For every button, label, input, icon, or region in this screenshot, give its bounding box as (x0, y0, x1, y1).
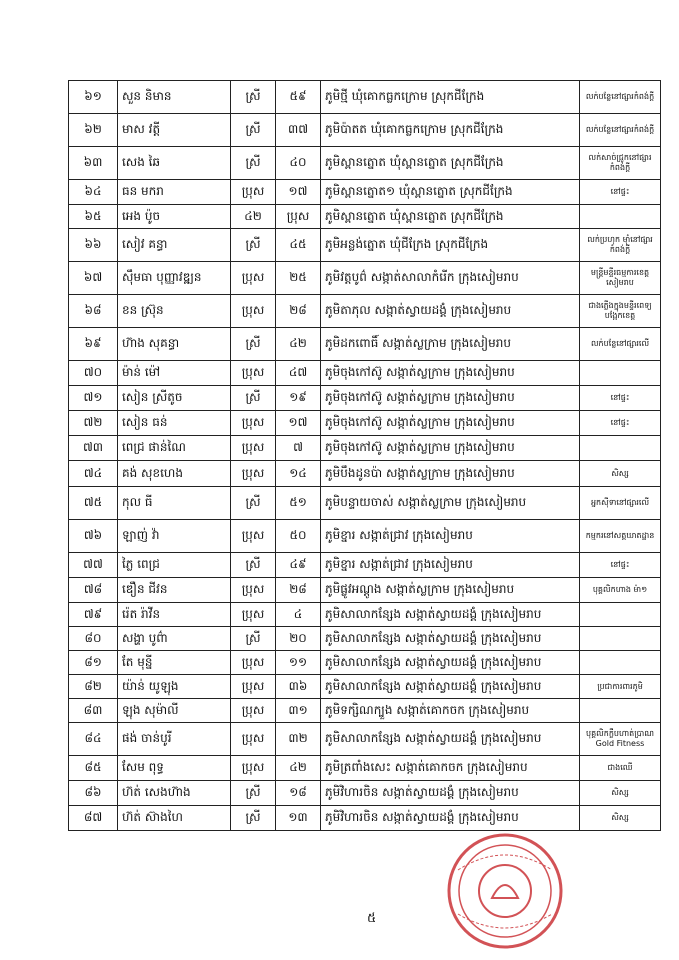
occupation-cell (580, 361, 661, 386)
occupation-cell: សិស្ស (580, 781, 661, 806)
gender-cell: ប្រុស (231, 461, 276, 487)
gender-cell: ប្រុស (231, 578, 276, 603)
address-cell: ភូមិស្ពានត្នោត ឃុំស្ពានត្នោត ស្រុកជីក្រែង (321, 147, 580, 180)
address-cell: ភូមិអន្លង់ត្នោត ឃុំជីក្រែង ស្រុកជីក្រែង (321, 229, 580, 262)
address-cell: ភូមិទក្សិណក្បួង សង្កាត់គោកចក ក្រុងសៀមរាប (321, 699, 580, 723)
age-cell: ៧ (276, 436, 321, 461)
patient-name-cell: យ៉ាន់ យូឡុង (118, 675, 231, 699)
address-cell: ភូមិចុងកៅស៊ូ សង្កាត់ស្លក្រាម ក្រុងសៀមរាប (321, 361, 580, 386)
row-number-cell: ៨២ (69, 675, 118, 699)
address-cell: ភូមិសាលាកន្សែង សង្កាត់ស្វាយដង្គំ ក្រុងសៀមរាប (321, 603, 580, 627)
gender-cell: ប្រុស (231, 699, 276, 723)
table-row (69, 328, 661, 361)
row-number-cell: ៦៨ (69, 295, 118, 328)
patient-name-cell: សេង ឆៃ (118, 147, 231, 180)
age-cell: ៤៥ (276, 229, 321, 262)
occupation-cell: លក់បន្លែនៅផ្សារកំពង់ក្តី (580, 114, 661, 147)
patient-name-cell: រ៉េត រ៉ាវីន (118, 603, 231, 627)
age-cell: ២៨ (276, 578, 321, 603)
table-row (69, 723, 661, 756)
gender-cell: ប្រុស (231, 675, 276, 699)
row-number-cell: ៨១ (69, 651, 118, 675)
address-cell: ភូមិដកពោធិ៍ សង្កាត់ស្លក្រាម ក្រុងសៀមរាប (321, 328, 580, 361)
age-cell: ១៤ (276, 461, 321, 487)
gender-cell: ស្រី (231, 627, 276, 651)
address-cell: ភូមិខ្នារ សង្កាត់ជ្រាវ ក្រុងសៀមរាប (321, 553, 580, 578)
age-cell: ៤ (276, 603, 321, 627)
address-cell: ភូមិសាលាកន្សែង សង្កាត់ស្វាយដង្គំ ក្រុងសៀមរាប (321, 651, 580, 675)
table-row (69, 487, 661, 520)
age-cell: ៣២ (276, 723, 321, 756)
gender-cell: ស្រី (231, 553, 276, 578)
age-cell: ១៣ (276, 806, 321, 831)
address-cell: ភូមិសាលាកន្សែង សង្កាត់ស្វាយដង្គំ ក្រុងសៀមរាប (321, 723, 580, 756)
age-cell: ៤២ (276, 328, 321, 361)
row-number-cell: ៦៤ (69, 180, 118, 205)
occupation-cell (580, 603, 661, 627)
occupation-cell (580, 699, 661, 723)
table-row (69, 229, 661, 262)
patient-name-cell: សៀន ធន់ (118, 411, 231, 436)
table-row (69, 114, 661, 147)
occupation-cell (580, 651, 661, 675)
occupation-cell: នៅផ្ទះ (580, 411, 661, 436)
occupation-cell: នៅផ្ទះ (580, 553, 661, 578)
age-cell: ១១ (276, 651, 321, 675)
table-row (69, 361, 661, 386)
row-number-cell: ៨៣ (69, 699, 118, 723)
occupation-cell: លក់ប្រហុក ម៉ាំនៅផ្សារកំពង់ក្តី (580, 229, 661, 262)
row-number-cell: ៨៥ (69, 756, 118, 781)
patient-name-cell: សួន និមាន (118, 81, 231, 114)
patient-name-cell: ឌឿន ជីវន (118, 578, 231, 603)
gender-cell: ស្រី (231, 781, 276, 806)
gender-cell: ស្រី (231, 386, 276, 411)
row-number-cell: ៨៦ (69, 781, 118, 806)
address-cell: ភូមិផ្លូវអណ្ដូង សង្កាត់ស្លក្រាម ក្រុងសៀមរាប (321, 578, 580, 603)
table-row (69, 411, 661, 436)
row-number-cell: ៧៧ (69, 553, 118, 578)
patient-name-cell: ឡាញ់ វ៉ា (118, 520, 231, 553)
age-cell: ១៧ (276, 411, 321, 436)
row-number-cell: ៧៦ (69, 520, 118, 553)
row-number-cell: ៦៥ (69, 205, 118, 229)
row-number-cell: ៦៦ (69, 229, 118, 262)
patient-name-cell: ខន ស្រ៊ុន (118, 295, 231, 328)
patient-name-cell: គង់ សុខហេង (118, 461, 231, 487)
row-number-cell: ៦៩ (69, 328, 118, 361)
table-row (69, 386, 661, 411)
gender-cell: ប្រុស (231, 180, 276, 205)
table-row (69, 436, 661, 461)
gender-cell: ប្រុស (231, 756, 276, 781)
age-cell: ២៥ (276, 262, 321, 295)
age-cell: ៥៩ (276, 81, 321, 114)
table-body (69, 81, 661, 831)
patient-name-cell: ធន មករា (118, 180, 231, 205)
table-row (69, 205, 661, 229)
gender-cell: ស្រី (231, 328, 276, 361)
address-cell: ភូមិបឹងដូនប៉ា សង្កាត់ស្លក្រាម ក្រុងសៀមរាប (321, 461, 580, 487)
age-cell: ១៩ (276, 386, 321, 411)
occupation-cell: កម្មករនៅសត្តឃាតដ្ឋាន (580, 520, 661, 553)
row-number-cell: ៧៩ (69, 603, 118, 627)
table-row (69, 262, 661, 295)
patient-name-cell: ផង់ ចាន់បូរី (118, 723, 231, 756)
gender-cell: ប្រុស (231, 411, 276, 436)
address-cell: ភូមិថ្មី ឃុំគោកធ្លកក្រោម ស្រុកជីក្រែង (321, 81, 580, 114)
occupation-cell: បុគ្គលិកក្លឹបហាត់ប្រាណ Gold Fitness (580, 723, 661, 756)
gender-cell: ប្រុស (231, 723, 276, 756)
patient-name-cell: អេង ប៉ូច (118, 205, 231, 229)
patient-name-cell: ហ៊ត់ ស៊ាងហៃ (118, 806, 231, 831)
gender-cell: ប្រុស (231, 651, 276, 675)
table-row (69, 520, 661, 553)
age-cell: ៣១ (276, 699, 321, 723)
address-cell: ភូមិចុងកៅស៊ូ សង្កាត់ស្លក្រាម ក្រុងសៀមរាប (321, 411, 580, 436)
table-row (69, 781, 661, 806)
row-number-cell: ៨០ (69, 627, 118, 651)
gender-cell: ប្រុស (231, 262, 276, 295)
occupation-cell: នៅផ្ទះ (580, 386, 661, 411)
address-cell: ភូមិចុងកៅស៊ូ សង្កាត់ស្លក្រាម ក្រុងសៀមរាប (321, 386, 580, 411)
table-row (69, 461, 661, 487)
table-row (69, 578, 661, 603)
table-row (69, 806, 661, 831)
row-number-cell: ៧០ (69, 361, 118, 386)
address-cell: ភូមិវិហារចិន សង្កាត់ស្វាយដង្គំ ក្រុងសៀមរាប (321, 781, 580, 806)
gender-cell: ស្រី (231, 147, 276, 180)
table-row (69, 180, 661, 205)
age-cell: ៥១ (276, 487, 321, 520)
row-number-cell: ៨៧ (69, 806, 118, 831)
occupation-cell: ជាងភ្លើងក្នុងមន្ទីរពេទ្យបង្អែកខេត្ត (580, 295, 661, 328)
table-row (69, 81, 661, 114)
address-cell: ភូមិត្រពាំងសេះ សង្កាត់គោកចក ក្រុងសៀមរាប (321, 756, 580, 781)
table-row (69, 651, 661, 675)
patient-name-cell: មាស វត្តី (118, 114, 231, 147)
age-cell: ៤៧ (276, 361, 321, 386)
patient-name-cell: កុល ធី (118, 487, 231, 520)
age-cell: ៤២ (276, 756, 321, 781)
age-cell: ប្រុស (276, 205, 321, 229)
occupation-cell (580, 436, 661, 461)
occupation-cell: សិស្ស (580, 461, 661, 487)
patient-name-cell: ស៊ឹមធា បុញ្ញាវឌ្ឍន (118, 262, 231, 295)
row-number-cell: ៦៣ (69, 147, 118, 180)
row-number-cell: ៨៤ (69, 723, 118, 756)
address-cell: ភូមិសាលាកន្សែង សង្កាត់ស្វាយដង្គំ ក្រុងសៀមរាប (321, 675, 580, 699)
row-number-cell: ៧១ (69, 386, 118, 411)
address-cell: ភូមិបន្ទាយចាស់ សង្កាត់ស្លក្រាម ក្រុងសៀមរាប (321, 487, 580, 520)
address-cell: ភូមិតាភុល សង្កាត់ស្វាយដង្គំ ក្រុងសៀមរាប (321, 295, 580, 328)
gender-cell: ប្រុស (231, 295, 276, 328)
table-row (69, 675, 661, 699)
age-cell: ១៧ (276, 180, 321, 205)
occupation-cell: អ្នកស៊ីទានៅផ្សារលើ (580, 487, 661, 520)
patient-table (68, 80, 661, 831)
age-cell: ៥០ (276, 520, 321, 553)
row-number-cell: ៧២ (69, 411, 118, 436)
row-number-cell: ៦៧ (69, 262, 118, 295)
table-row (69, 147, 661, 180)
occupation-cell: លក់សាច់ជ្រូកនៅផ្សារកំពង់ក្តី (580, 147, 661, 180)
patient-name-cell: សៀវ គន្ធា (118, 229, 231, 262)
patient-name-cell: ហ៊ាង សុគន្ធា (118, 328, 231, 361)
age-cell: ៤៩ (276, 553, 321, 578)
row-number-cell: ៧៥ (69, 487, 118, 520)
patient-name-cell: សៀន ស្រីតូច (118, 386, 231, 411)
address-cell: ភូមិចុងកៅស៊ូ សង្កាត់ស្លក្រាម ក្រុងសៀមរាប (321, 436, 580, 461)
gender-cell: ប្រុស (231, 361, 276, 386)
table-row (69, 756, 661, 781)
age-cell: ២០ (276, 627, 321, 651)
patient-name-cell: តែ មុន្នី (118, 651, 231, 675)
page-number: ៥ (367, 911, 377, 926)
address-cell: ភូមិស្ពានត្នោត១ ឃុំស្ពានត្នោត ស្រុកជីក្រែង (321, 180, 580, 205)
gender-cell: ស្រី (231, 806, 276, 831)
occupation-cell (580, 205, 661, 229)
gender-cell: ប្រុស (231, 603, 276, 627)
age-cell: ៤០ (276, 147, 321, 180)
row-number-cell: ៧៣ (69, 436, 118, 461)
address-cell: ភូមិប៉ាតត ឃុំគោកធ្លកក្រោម ស្រុកជីក្រែង (321, 114, 580, 147)
age-cell: ១៨ (276, 781, 321, 806)
gender-cell: ស្រី (231, 487, 276, 520)
address-cell: ភូមិស្ពានត្នោត ឃុំស្ពានត្នោត ស្រុកជីក្រែង (321, 205, 580, 229)
address-cell: ភូមិវត្តបូព៌ សង្កាត់សាលាកំរើក ក្រុងសៀមរាប (321, 262, 580, 295)
row-number-cell: ៧៤ (69, 461, 118, 487)
occupation-cell: ជាងឈើ (580, 756, 661, 781)
patient-name-cell: ពេជ្រ ផាន់ណៃ (118, 436, 231, 461)
gender-cell: ៤២ (231, 205, 276, 229)
row-number-cell: ៦២ (69, 114, 118, 147)
occupation-cell: សិស្ស (580, 806, 661, 831)
patient-name-cell: ភ្លៃ ពេជ្រ (118, 553, 231, 578)
occupation-cell: លក់បន្លែនៅផ្សារលើ (580, 328, 661, 361)
address-cell: ភូមិសាលាកន្សែង សង្កាត់ស្វាយដង្គំ ក្រុងសៀមរាប (321, 627, 580, 651)
address-cell: ភូមិខ្នារ សង្កាត់ជ្រាវ ក្រុងសៀមរាប (321, 520, 580, 553)
table-row (69, 699, 661, 723)
age-cell: ២៨ (276, 295, 321, 328)
age-cell: ៣៦ (276, 675, 321, 699)
occupation-cell: លក់បន្លែនៅផ្សារកំពង់ក្តី (580, 81, 661, 114)
occupation-cell: នៅផ្ទះ (580, 180, 661, 205)
official-seal (440, 832, 570, 950)
gender-cell: ស្រី (231, 81, 276, 114)
row-number-cell: ៧៨ (69, 578, 118, 603)
gender-cell: ស្រី (231, 229, 276, 262)
patient-name-cell: ហ៊ត់ សេងហ៊ាង (118, 781, 231, 806)
occupation-cell: មន្ត្រីមន្ទីរធម្មការខេត្តសៀមរាប (580, 262, 661, 295)
table-row (69, 553, 661, 578)
address-cell: ភូមិវិហារចិន សង្កាត់ស្វាយដង្គំ ក្រុងសៀមរាប (321, 806, 580, 831)
patient-name-cell: សង្ហា បូព៌ា (118, 627, 231, 651)
patient-name-cell: ម៉ាន់ ម៉ៅ (118, 361, 231, 386)
gender-cell: ស្រី (231, 114, 276, 147)
gender-cell: ប្រុស (231, 436, 276, 461)
patient-name-cell: សែម ពុទ្ធ (118, 756, 231, 781)
table-row (69, 603, 661, 627)
gender-cell: ប្រុស (231, 520, 276, 553)
occupation-cell (580, 627, 661, 651)
table-row (69, 295, 661, 328)
row-number-cell: ៦១ (69, 81, 118, 114)
occupation-cell: បុគ្គលិកហាង ម៉ា១ (580, 578, 661, 603)
table-row (69, 627, 661, 651)
patient-name-cell: ឡុង សុម៉ាលី (118, 699, 231, 723)
occupation-cell: ប្រជាការពារភូមិ (580, 675, 661, 699)
age-cell: ៣៧ (276, 114, 321, 147)
